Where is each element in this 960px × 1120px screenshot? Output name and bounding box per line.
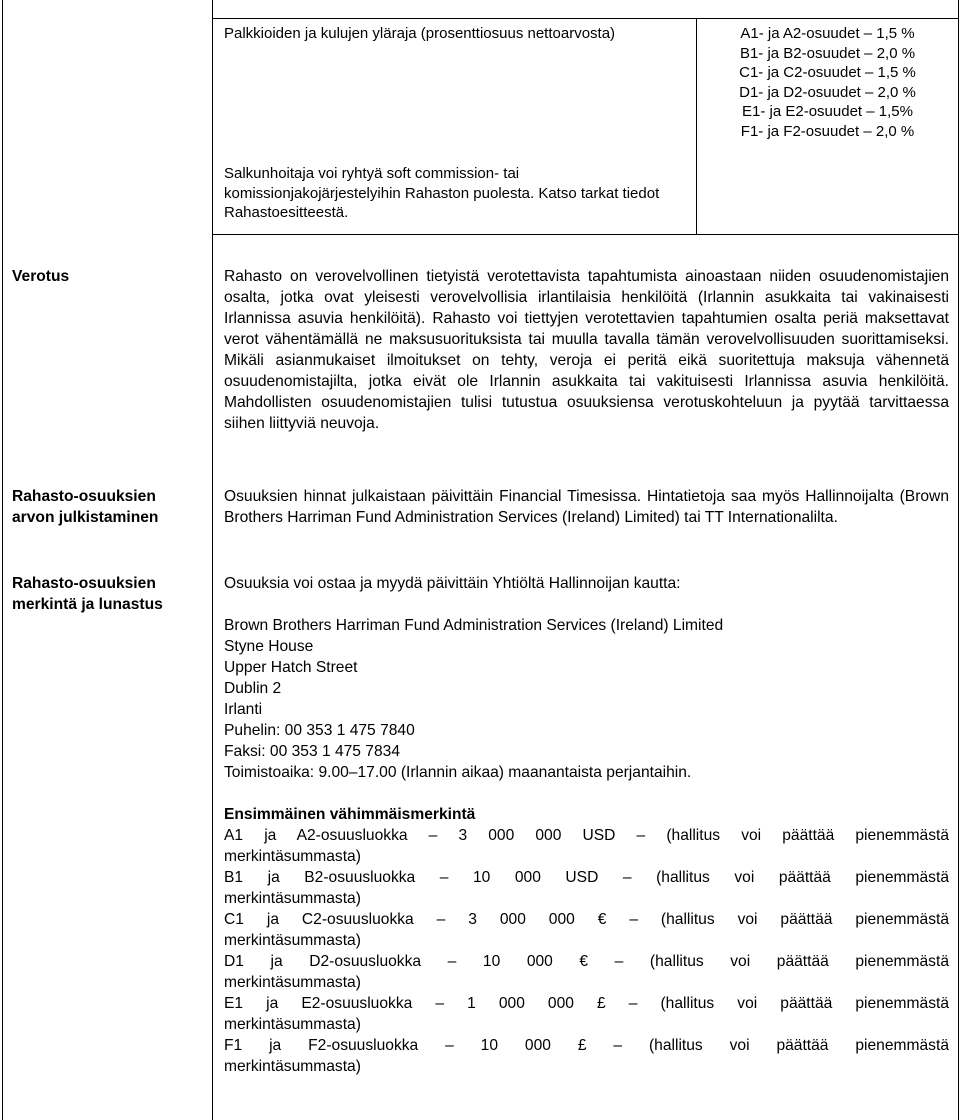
table-border-left: [2, 0, 3, 1120]
minimum-subscription-item-cont: merkintäsummasta): [224, 932, 361, 949]
publication-label-line1: Rahasto-osuuksien: [12, 488, 156, 505]
minimum-subscription-item: F1 ja F2-osuusluokka – 10 000 £ – (hallitus voi päättää pienemmästä: [224, 1037, 949, 1054]
spacer: [224, 783, 949, 804]
fee-rate-item: C1- ja C2-osuudet – 1,5 %: [739, 64, 916, 81]
taxation-text: Rahasto on verovelvollinen tietyistä verotettavista tapahtumista ainoastaan niiden osuudenomistajien osalta, jotka ovat yleisesti verovelvollisia irlantilaisia henkilöitä (Irlannin asukkaita tai vakinaisesti Irlannissa asuvia henkilöitä). Rahasto voi tiettyjen verotettavien tapahtumien osalta periä maksettavat verot vähentämällä ne maksusuorituksista tai muulla tavalla tämän verovelvollisuuden suorittamiseksi. Mikäli asianmukaiset ilmoitukset on tehty, veroja ei peritä eikä suoritettuja maksuja vähennetä osuudenomistajilta, jotka eivät ole Irlannin asukkaita tai vakituisesti Irlannissa asuvia henkilöitä. Mahdollisten osuudenomistajien tulisi tutustua osuuksiensa verotuskohteluun ja pyytää tarvittaessa siihen liittyviä neuvoja.: [224, 268, 949, 432]
subscription-intro: Osuuksia voi ostaa ja myydä päivittäin Yhtiöltä Hallinnoijan kautta:: [224, 575, 681, 592]
fees-limit-title: Palkkioiden ja kulujen yläraja (prosenttiosuus nettoarvosta): [224, 25, 616, 42]
fee-rate-item: A1- ja A2-osuudet – 1,5 %: [740, 25, 915, 42]
minimum-subscription-item: A1 ja A2-osuusluokka – 3 000 000 USD – (hallitus voi päättää pienemmästä: [224, 827, 949, 844]
minimum-subscription-item: E1 ja E2-osuusluokka – 1 000 000 £ – (hallitus voi päättää pienemmästä: [224, 995, 949, 1012]
minimum-subscription-item-cont: merkintäsummasta): [224, 890, 361, 907]
office-hours: Toimistoaika: 9.00–17.00 (Irlannin aikaa) maanantaista perjantaihin.: [224, 764, 692, 781]
subscription-label-line2: merkintä ja lunastus: [12, 596, 163, 613]
fees-inner-divider: [696, 18, 697, 235]
subscription-label: [12, 573, 207, 615]
minimum-subscription-item: C1 ja C2-osuusluokka – 3 000 000 € – (hallitus voi päättää pienemmästä: [224, 911, 949, 928]
address-line: Dublin 2: [224, 680, 282, 697]
fax-number: Faksi: 00 353 1 475 7834: [224, 743, 400, 760]
minimum-subscription-item-cont: merkintäsummasta): [224, 974, 361, 991]
table-border-right: [958, 0, 959, 1120]
address-line: Upper Hatch Street: [224, 659, 358, 676]
minimum-subscription-title: Ensimmäinen vähimmäismerkintä: [224, 806, 476, 823]
spacer: [224, 594, 949, 615]
minimum-subscription-item: D1 ja D2-osuusluokka – 10 000 € – (hallitus voi päättää pienemmästä: [224, 953, 949, 970]
fee-rate-item: F1- ja F2-osuudet – 2,0 %: [740, 122, 915, 140]
taxation-label: Verotus: [12, 268, 70, 285]
administrator-name: Brown Brothers Harriman Fund Administration Services (Ireland) Limited: [224, 617, 724, 634]
soft-commission-note: Salkunhoitaja voi ryhtyä soft commission- tai komissionjakojärjestelyihin Rahaston puolesta. Katso tarkat tiedot Rahastoesitteestä.: [224, 165, 660, 221]
subscription-label-line1: Rahasto-osuuksien: [12, 575, 156, 592]
minimum-subscription-item: B1 ja B2-osuusluokka – 10 000 USD – (hallitus voi päättää pienemmästä: [224, 869, 949, 886]
table-column-divider: [212, 0, 213, 1120]
fee-rate-item: B1- ja B2-osuudet – 2,0 %: [739, 44, 916, 62]
publication-label-line2: arvon julkistaminen: [12, 509, 159, 526]
minimum-subscription-item-cont: merkintäsummasta): [224, 1058, 361, 1075]
minimum-subscription-item-cont: merkintäsummasta): [224, 848, 361, 865]
minimum-subscription-item-cont: merkintäsummasta): [224, 1016, 361, 1033]
address-line: Styne House: [224, 638, 314, 655]
fee-rates-list: [700, 24, 955, 141]
fee-rate-item: D1- ja D2-osuudet – 2,0 %: [739, 83, 916, 101]
publication-label: [12, 486, 207, 528]
fees-row-bottom-border: [212, 234, 959, 235]
fees-row-top-border: [212, 18, 959, 19]
publication-text: Osuuksien hinnat julkaistaan päivittäin Financial Timesissa. Hintatietoja saa myös Hallinnoijalta (Brown Brothers Harriman Fund Administration Services (Ireland) Limited) tai TT Internationalilta.: [224, 488, 949, 526]
fee-rate-item: E1- ja E2-osuudet – 1,5%: [742, 103, 913, 120]
phone-number: Puhelin: 00 353 1 475 7840: [224, 722, 415, 739]
subscription-content: [224, 573, 949, 1077]
address-country: Irlanti: [224, 701, 263, 718]
